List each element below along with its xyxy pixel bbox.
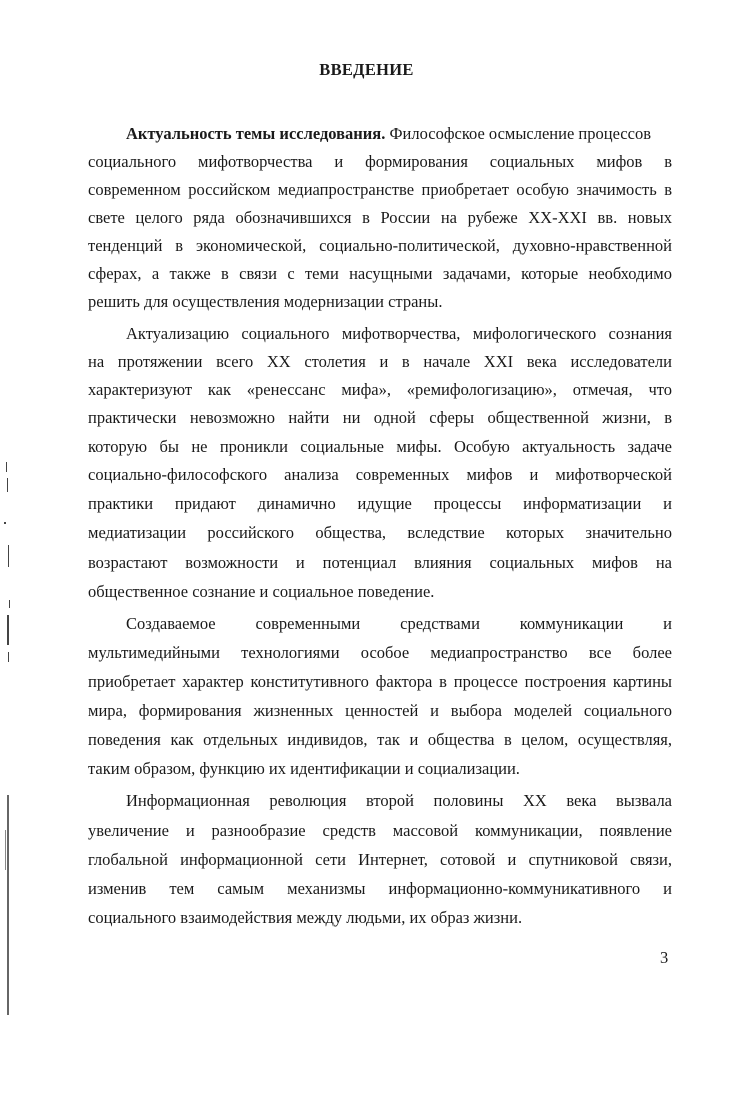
- paragraph-line: тенденций в экономической, социально-политической, духовно-нравственной: [88, 236, 672, 255]
- paragraph-line: свете целого ряда обозначившихся в России на рубеже XX-XXI вв. новых: [88, 208, 672, 227]
- paragraph-line: решить для осуществления модернизации страны.: [88, 292, 443, 311]
- paragraph-line: социального взаимодействия между людьми, их образ жизни.: [88, 908, 523, 927]
- paragraph-line: практически невозможно найти ни одной сферы общественной жизни, в: [88, 408, 672, 427]
- page-title: ВВЕДЕНИЕ: [319, 60, 414, 79]
- paragraph-text: Философское осмысление процессов: [385, 124, 651, 143]
- page-number: 3: [660, 948, 669, 967]
- paragraph-line: глобальной информационной сети Интернет, сотовой и спутниковой связи,: [88, 850, 672, 869]
- paragraph-line: мира, формирования жизненных ценностей и выбора моделей социального: [88, 701, 672, 720]
- paragraph-line: поведения как отдельных индивидов, так и общества в целом, осуществляя,: [88, 730, 672, 749]
- scan-artifact: [0, 0, 14, 1100]
- paragraph-line: медиатизации российского общества, вследствие которых значительно: [88, 523, 672, 542]
- paragraph-line: [126, 124, 672, 144]
- paragraph-line: социального мифотворчества и формирования социальных мифов в: [88, 152, 672, 171]
- paragraph-line: возрастают возможности и потенциал влияния социальных мифов на: [88, 553, 672, 572]
- paragraph-line: увеличение и разнообразие средств массовой коммуникации, появление: [88, 821, 672, 840]
- paragraph-line: Информационная революция второй половины XX века вызвала: [126, 791, 672, 810]
- paragraph-line: таким образом, функцию их идентификации и социализации.: [88, 759, 520, 778]
- paragraph-line: Создаваемое современными средствами коммуникации и: [126, 614, 672, 633]
- paragraph-line: характеризуют как «ренессанс мифа», «ремифологизацию», отмечая, что: [88, 380, 672, 399]
- paragraph-line: на протяжении всего XX столетия и в начале XXI века исследователи: [88, 352, 672, 371]
- paragraph-line: приобретает характер конститутивного фактора в процессе построения картины: [88, 672, 672, 691]
- paragraph-line: Актуализацию социального мифотворчества, мифологического сознания: [126, 324, 672, 343]
- paragraph-line: мультимедийными технологиями особое медиапространство все более: [88, 643, 672, 662]
- lead-heading: Актуальность темы исследования.: [126, 124, 386, 143]
- paragraph-line: современном российском медиапространстве приобретает особую значимость в: [88, 180, 672, 199]
- paragraph-line: общественное сознание и социальное поведение.: [88, 582, 435, 601]
- paragraph-line: изменив тем самым механизмы информационно-коммуникативного и: [88, 879, 672, 898]
- paragraph-line: которую бы не проникли социальные мифы. Особую актуальность задаче: [88, 437, 672, 456]
- paragraph-line: практики придают динамично идущие процессы информатизации и: [88, 494, 672, 513]
- paragraph-line: социально-философского анализа современных мифов и мифотворческой: [88, 465, 672, 484]
- paragraph-line: сферах, а также в связи с теми насущными задачами, которые необходимо: [88, 264, 672, 283]
